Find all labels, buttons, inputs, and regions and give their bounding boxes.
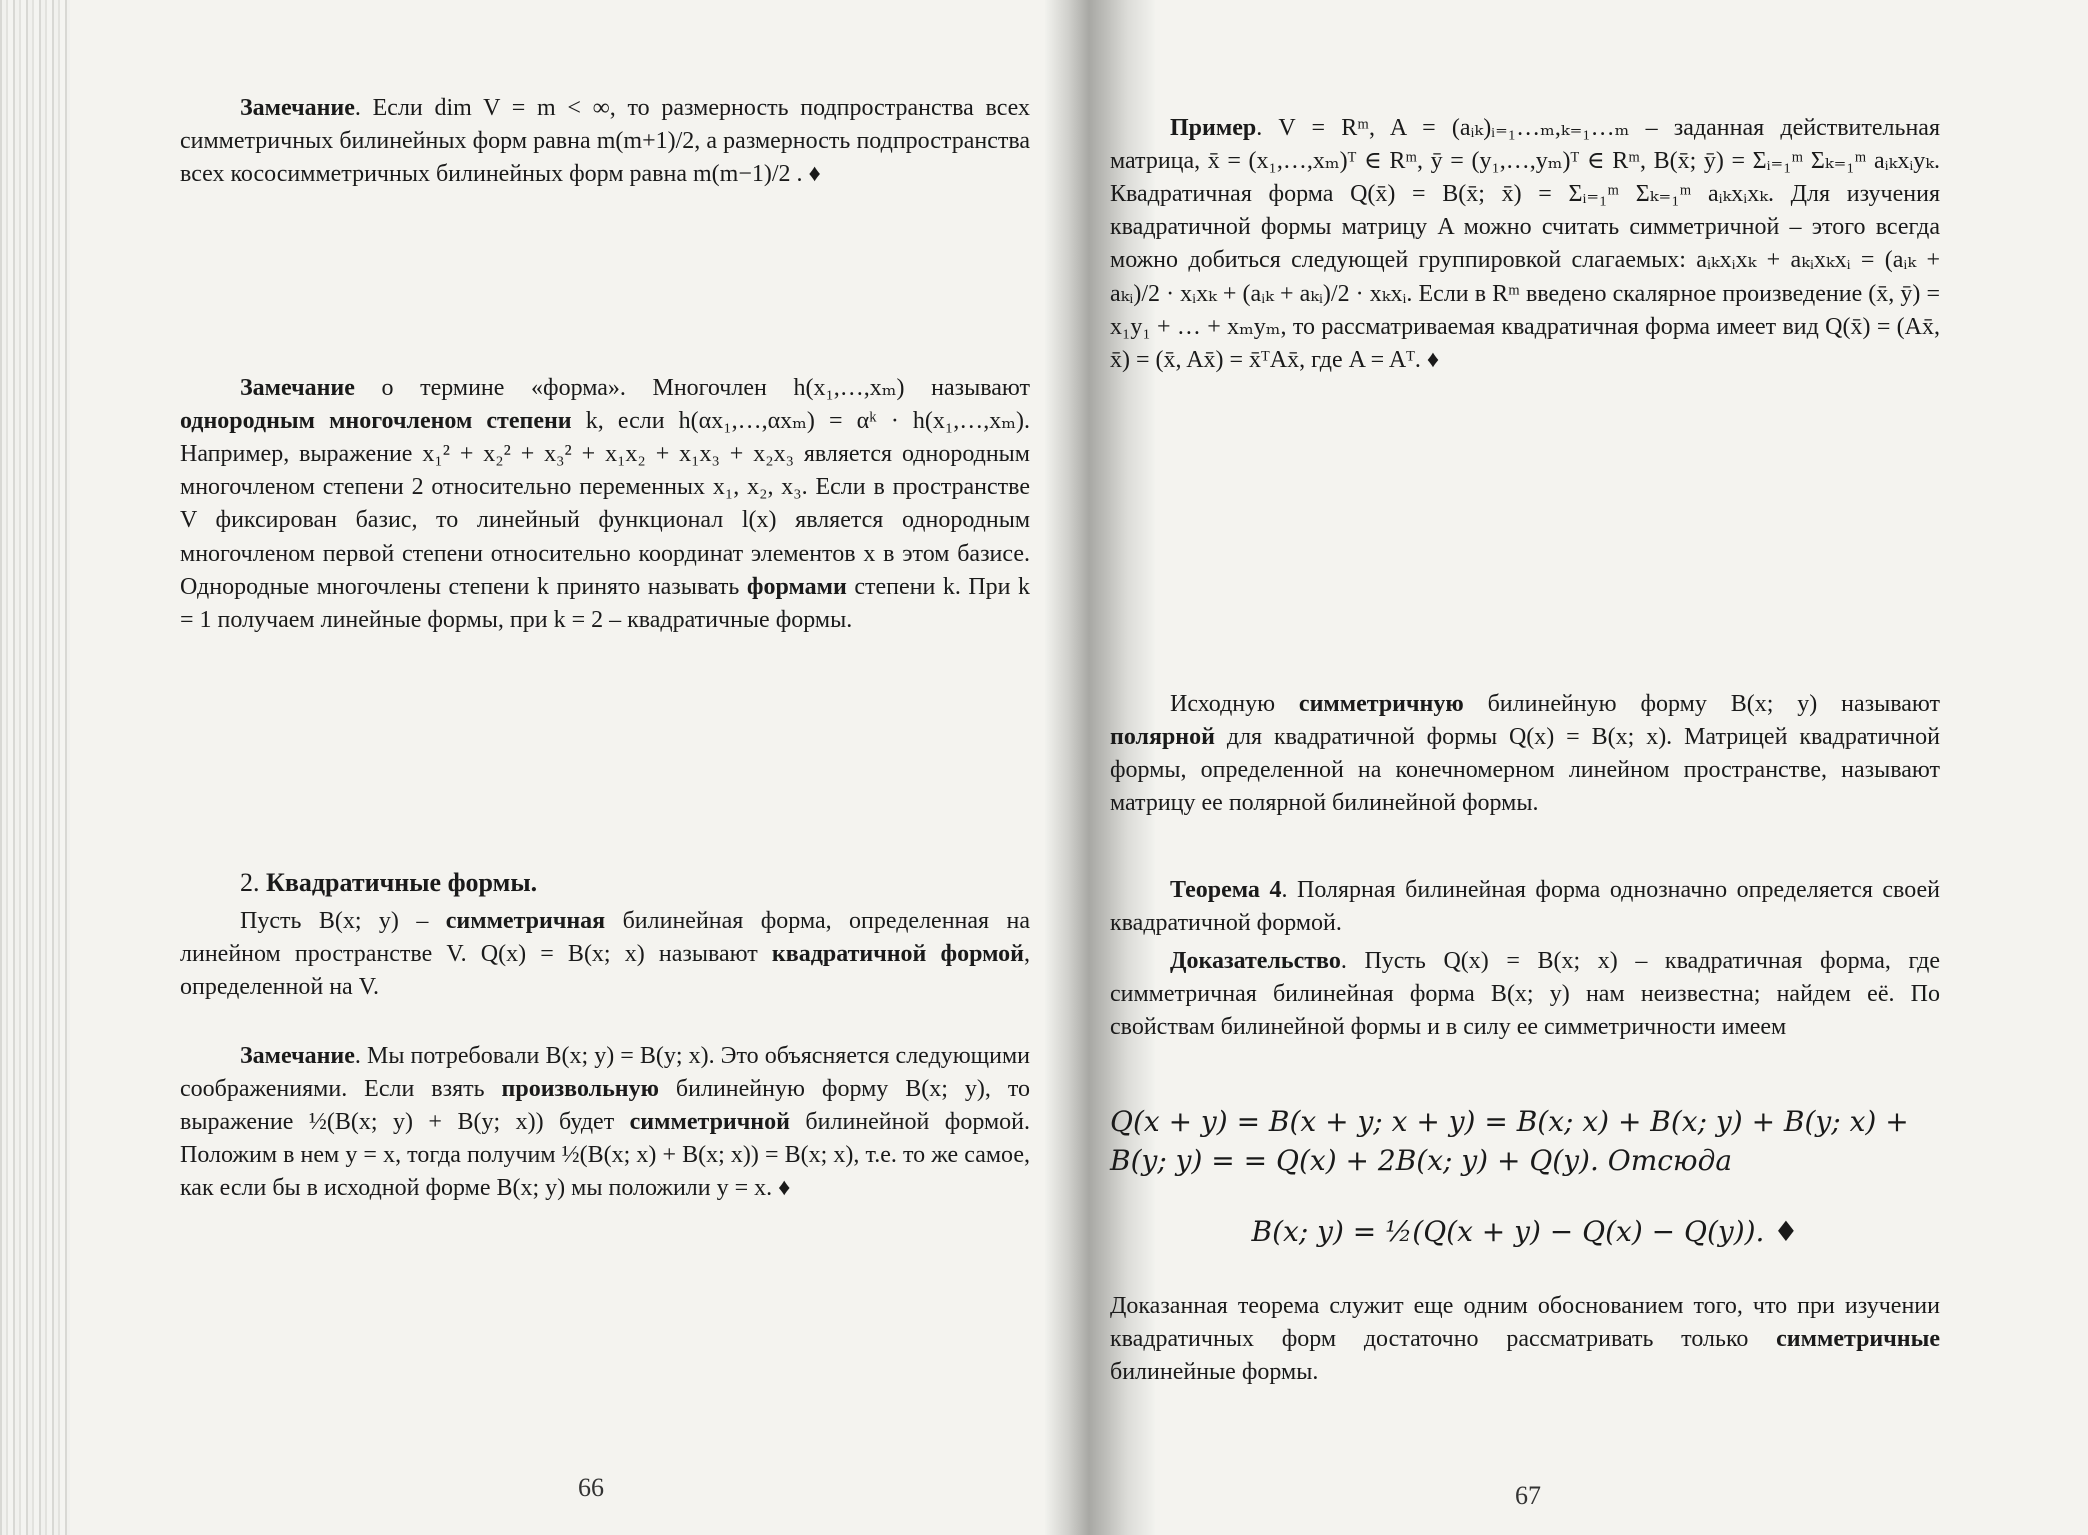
remark-text: о термине «форма». Многочлен h(x₁,…,xₘ) называют (354, 375, 1030, 401)
def-text: , определенной на V. (180, 941, 1030, 1001)
conclusion-text: Доказанная теорема служит еще одним обоснованием того, что при изучении квадратичных форм достаточно рассматривать только (1110, 1293, 1940, 1353)
section-title: Квадратичные формы. (266, 868, 538, 897)
term-symmetric: симметричная (445, 908, 606, 934)
remark-text: билинейной формой. Положим в нем y = x, тогда получим ½(B(x; x) + B(x; x)) = B(x; x), т.е. то же самое, как если бы в исходной форме B(x; y) мы положили y = x. ♦ (180, 1109, 1031, 1202)
remark-symmetry (180, 1040, 1030, 1206)
page-edges (0, 0, 70, 1535)
page-right (1110, 0, 1940, 1535)
term-homogeneous: однородным многочленом степени (180, 408, 572, 435)
proof-text: . Пусть Q(x) = B(x; x) – квадратичная форма, где симметричная билинейная форма B(x; y) нам неизвестна; найдем её. По свойствам билинейной формы и в силу ее симметричности имеем (1110, 948, 1940, 1041)
theorem-text: . Полярная билинейная форма однозначно определяется своей квадратичной формой. (1110, 877, 1941, 937)
theorem-4 (1110, 874, 1940, 940)
section-number: 2. (240, 868, 266, 897)
term-polar: полярной (1110, 724, 1215, 751)
theorem-label: Теорема 4 (1170, 877, 1282, 903)
term-symmetric: симметричной (629, 1109, 790, 1136)
remark-form-term (180, 372, 1030, 637)
conclusion (1110, 1290, 1940, 1389)
remark-text: билинейную форму B(x; y), то выражение ½(B(x; y) + B(y; x)) будет (180, 1076, 1030, 1136)
term-symmetric: симметричную (1298, 691, 1464, 717)
page-number: 67 (1515, 1481, 1541, 1510)
term-symmetric: симметричные (1776, 1326, 1940, 1353)
term-forms: формами (746, 573, 847, 600)
proof-expansion: Q(x + y) = B(x + y; x + y) = B(x; x) + B(x; y) + B(y; x) + B(y; y) = = Q(x) + 2B(x; y) + Q(y). Отсюда (1110, 1105, 1909, 1177)
polar-definition (1110, 688, 1940, 820)
page-left (180, 0, 1030, 1535)
remark-text: . Если dim V = m < ∞, то размерность подпространства всех симметричных билинейных форм равна m(m+1)/2, а размерность подпространства всех кососимметричных билинейных форм равна m(m−1)/2 . ♦ (180, 95, 1030, 188)
remark-dimension (180, 92, 1030, 191)
proof-block (1110, 945, 1940, 1044)
proof-result: B(x; y) = ½(Q(x + y) − Q(x) − Q(y)). ♦ (1251, 1215, 1799, 1248)
remark-label: Замечание (240, 1043, 355, 1069)
definition-quadratic (180, 905, 1030, 1004)
proof-label: Доказательство (1170, 948, 1341, 974)
remark-label: Замечание (240, 375, 355, 401)
example-block (1110, 112, 1940, 377)
remark-text: степени k. При k = 1 получаем линейные формы, при k = 2 – квадратичные формы. (180, 573, 1030, 633)
example-label: Пример (1170, 115, 1257, 141)
term-arbitrary: произвольную (501, 1076, 659, 1103)
example-text: . V = Rᵐ, A = (aᵢₖ)ᵢ₌₁…ₘ,ₖ₌₁…ₘ – заданная действительная матрица, x̄ = (x₁,…,xₘ)ᵀ ∈ Rᵐ, ȳ = (y₁,…,yₘ)ᵀ ∈ Rᵐ, B(x̄; ȳ) = Σᵢ₌₁ᵐ Σₖ₌₁ᵐ aᵢₖxᵢyₖ. Квадратичная форма Q(x̄) = B(x̄; x̄) = Σᵢ₌₁ᵐ Σₖ₌₁ᵐ aᵢₖxᵢxₖ. Для изучения квадратичной формы матрицу A можно считать симметричной – этого всегда можно добиться следующей группировкой слагаемых: aᵢₖxᵢxₖ + aₖᵢxₖxᵢ = (aᵢₖ + aₖᵢ)/2 · xᵢxₖ + (aᵢₖ + aₖᵢ)/2 · xₖxᵢ. Если в Rᵐ введено скалярное произведение (x̄, ȳ) = x₁y₁ + … + xₘyₘ, то рассматриваемая квадратичная форма имеет вид Q(x̄) = (Ax̄, x̄) = (x̄, Ax̄) = x̄ᵀAx̄, где A = Aᵀ. ♦ (1110, 115, 1940, 373)
term-quadratic-form: квадратичной формой (771, 941, 1024, 968)
conclusion-text: билинейные формы. (1110, 1359, 1319, 1386)
remark-text: k, если h(αx₁,…,αxₘ) = αᵏ · h(x₁,…,xₘ). Например, выражение x₁² + x₂² + x₃² + x₁x₂ + x₁x₃ + x₂x₃ является однородным многочленом степени 2 относительно переменных x₁, x₂, x₃. Если в пространстве V фиксирован базис, то линейный функционал l(x) является однородным многочленом первой степени относительно координат элементов x в этом базисе. Однородные многочлены степени k принято называть (180, 408, 1030, 600)
def-text: Пусть B(x; y) – (240, 908, 446, 934)
def-text: билинейная форма, определенная на линейном пространстве V. Q(x) = B(x; x) называют (180, 908, 1030, 968)
page-number: 66 (578, 1473, 604, 1502)
remark-text: . Мы потребовали B(x; y) = B(y; x). Это объясняется следующими соображениями. Если взять (180, 1043, 1030, 1103)
section-heading (180, 865, 1030, 901)
remark-label: Замечание (240, 95, 355, 121)
def-text: для квадратичной формы Q(x) = B(x; x). Матрицей квадратичной формы, определенной на конечномерном линейном пространстве, называют матрицу ее полярной билинейной формы. (1110, 724, 1940, 817)
def-text: Исходную (1170, 691, 1299, 717)
def-text: билинейную форму B(x; y) называют (1463, 691, 1940, 717)
